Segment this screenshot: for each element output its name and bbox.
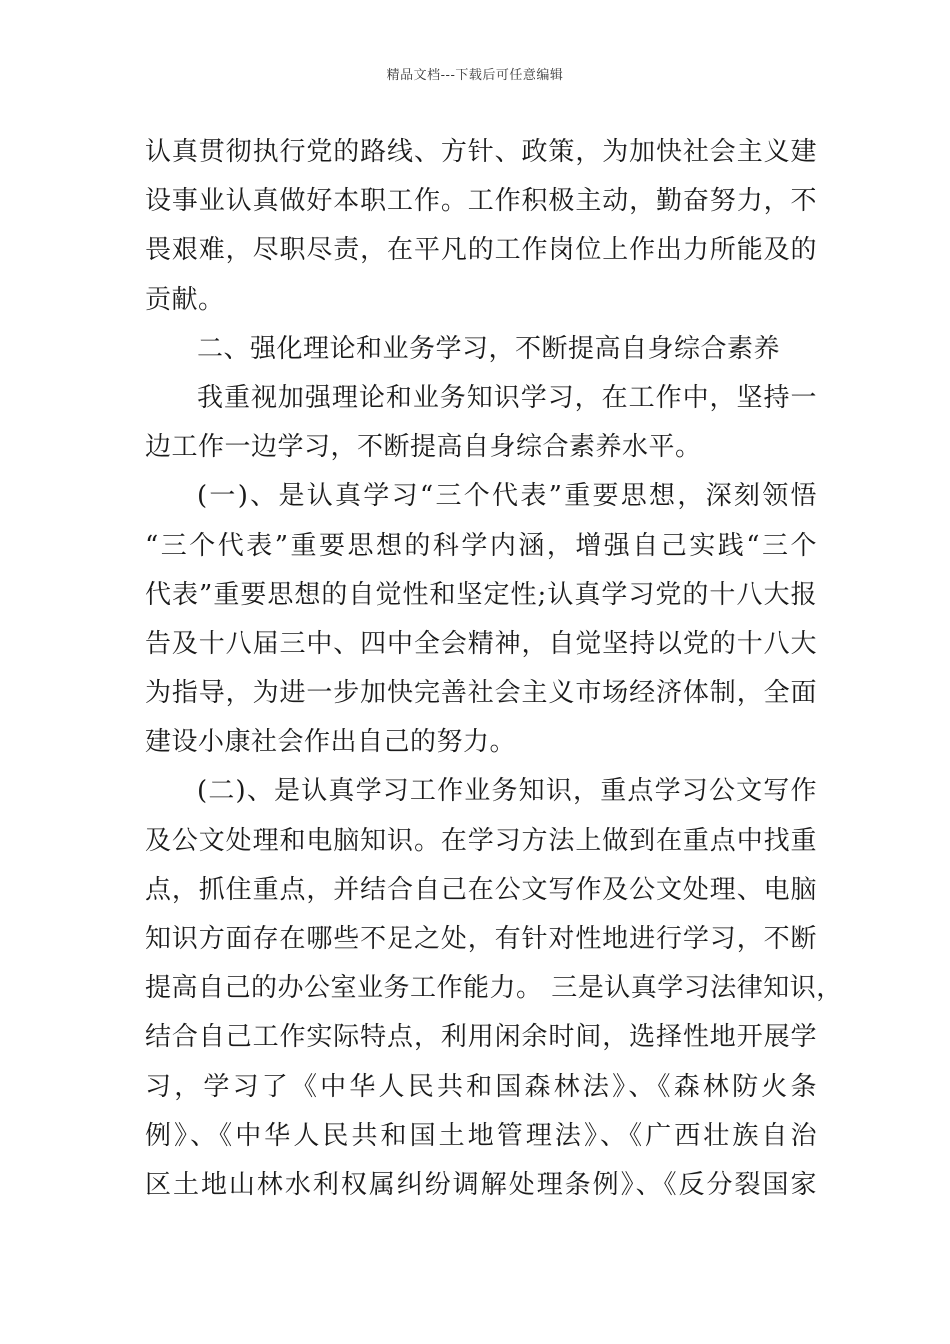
page-header: 精品文档---下载后可任意编辑 — [386, 68, 564, 83]
body-line: 点，抓住重点，并结合自己在公文写作及公文处理、电脑 — [145, 874, 817, 905]
body-line: 设事业认真做好本职工作。工作积极主动，勤奋努力，不 — [145, 186, 817, 217]
body-line: (二)、是认真学习工作业务知识，重点学习公文写作 — [197, 776, 817, 807]
body-line: 畏艰难，尽职尽责，在平凡的工作岗位上作出力所能及的 — [145, 235, 817, 266]
body-line: (一)、是认真学习“三个代表”重要思想，深刻领悟 — [197, 481, 817, 512]
body-line: 例》、《中华人民共和国土地管理法》、《广西壮族自治 — [145, 1120, 817, 1151]
document-body — [145, 128, 843, 1210]
body-line: 区土地山林水利权属纠纷调解处理条例》、《反分裂国家 — [145, 1169, 817, 1200]
body-line: 代表”重要思想的自觉性和坚定性;认真学习党的十八大报 — [145, 579, 817, 610]
body-line: 边工作一边学习，不断提高自身综合素养水平。 — [145, 432, 702, 463]
body-line: 为指导，为进一步加快完善社会主义市场经济体制，全面 — [145, 678, 817, 709]
body-line: “三个代表”重要思想的科学内涵，增强自己实践“三个 — [145, 530, 817, 561]
body-line: 我重视加强理论和业务知识学习，在工作中，坚持一 — [197, 382, 817, 413]
body-line: 贡献。 — [145, 284, 225, 315]
section-heading: 二、强化理论和业务学习，不断提高自身综合素养 — [197, 333, 781, 364]
body-line: 提高自己的办公室业务工作能力。 三是认真学习法律知识， — [145, 973, 843, 1004]
body-line: 认真贯彻执行党的路线、方针、政策，为加快社会主义建 — [145, 137, 817, 167]
body-line: 习，学习了《中华人民共和国森林法》、《森林防火条 — [145, 1071, 817, 1102]
body-line: 知识方面存在哪些不足之处，有针对性地进行学习，不断 — [145, 924, 817, 954]
body-line: 及公文处理和电脑知识。在学习方法上做到在重点中找重 — [145, 825, 817, 856]
body-line: 建设小康社会作出自己的努力。 — [145, 727, 517, 758]
body-line: 告及十八届三中、四中全会精神，自觉坚持以党的十八大 — [145, 628, 817, 659]
body-line: 结合自己工作实际特点，利用闲余时间，选择性地开展学 — [145, 1022, 817, 1053]
